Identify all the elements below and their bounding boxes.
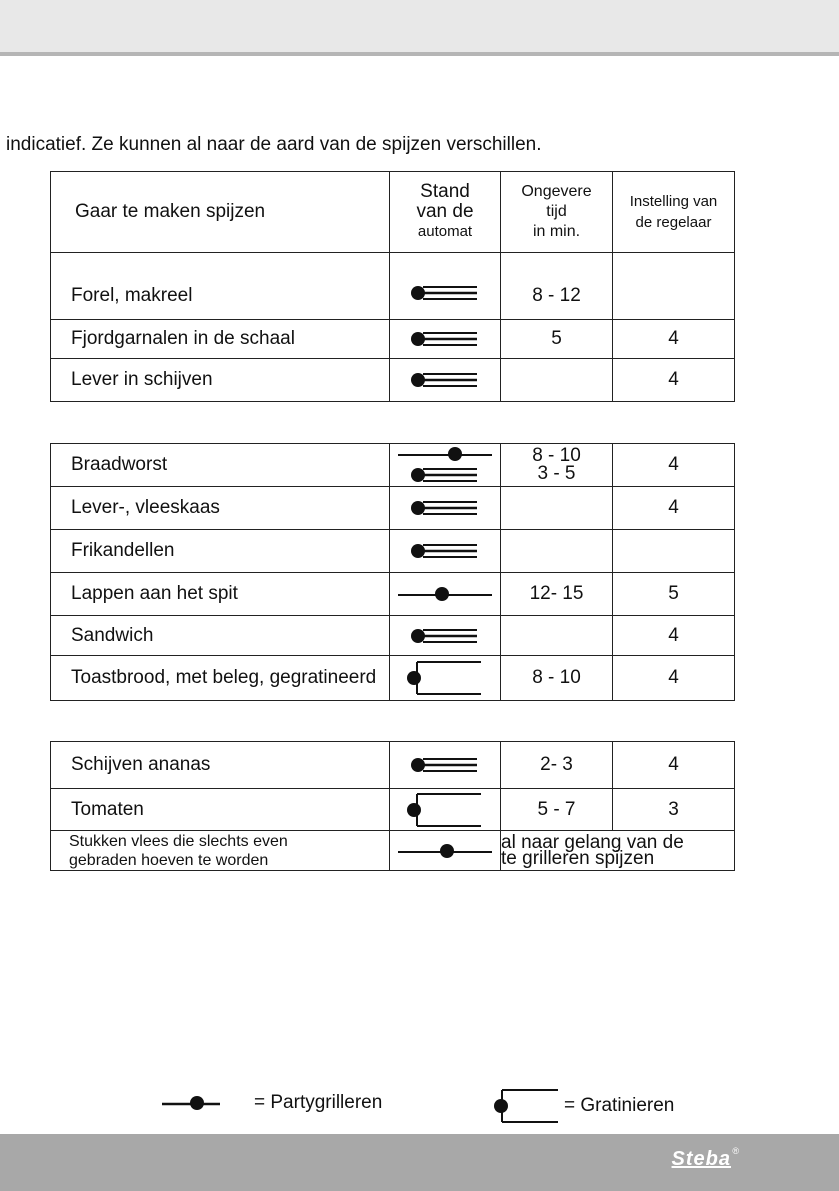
time-value: 8 - 12 (501, 253, 613, 320)
time-value-grill: 3 - 5 (537, 463, 576, 484)
table-fish (50, 171, 735, 402)
setting-value: 4 (613, 742, 735, 789)
time-value (501, 616, 613, 656)
gratin-position-icon (405, 658, 485, 698)
setting-value: 4 (613, 656, 735, 701)
dish-name: Lappen aan het spit (51, 573, 390, 616)
table-row (51, 831, 735, 871)
time-value: 2- 3 (501, 742, 613, 789)
grill-symbol-cell (390, 616, 501, 656)
header-time (501, 172, 613, 253)
gratin-position-icon (405, 790, 485, 830)
top-band (0, 0, 839, 52)
grill-position-icon (409, 283, 481, 303)
table-row (51, 530, 735, 573)
table-row (51, 444, 735, 487)
table-meat (50, 443, 735, 701)
footer-band (0, 1134, 839, 1191)
intro-text: indicatief. Ze kunnen al naar de aard van de spijzen verschillen. (6, 134, 542, 155)
dish-name: Lever-, vleeskaas (51, 487, 390, 530)
table-row (51, 742, 735, 789)
dish-name-line1: Stukken vlees die slechts even (69, 832, 288, 850)
time-value: 12- 15 (501, 573, 613, 616)
grill-position-icon (409, 370, 481, 390)
dish-name: Sandwich (51, 616, 390, 656)
time-value (501, 487, 613, 530)
note-cell (501, 831, 735, 871)
grill-symbol-cell (390, 530, 501, 573)
header-time-line3: in min. (532, 223, 581, 240)
header-setting (613, 172, 735, 253)
header-position-line2: van de (416, 201, 474, 222)
party-grill-icon (396, 586, 494, 602)
grill-symbol-cell (390, 253, 501, 320)
legend-party (160, 1092, 382, 1114)
header-dish: Gaar te maken spijzen (51, 172, 390, 253)
party-grill-icon (396, 446, 494, 462)
setting-value: 4 (613, 487, 735, 530)
dish-name: Braadworst (51, 444, 390, 487)
header-time-line2: tijd (546, 203, 567, 220)
setting-value: 4 (613, 359, 735, 402)
header-time-line1: Ongevere (521, 183, 592, 200)
dish-name: Toastbrood, met beleg, gegratineerd (51, 656, 390, 701)
brand-registered-mark: ® (732, 1146, 739, 1156)
grill-position-icon (409, 329, 481, 349)
table-misc (50, 741, 735, 871)
gratin-symbol-cell (390, 789, 501, 831)
setting-value (613, 253, 735, 320)
dish-name: Schijven ananas (51, 742, 390, 789)
note-line2: te grilleren spijzen (501, 847, 655, 869)
party-symbol-cell (390, 573, 501, 616)
party-grill-icon (160, 1095, 222, 1111)
setting-value: 4 (613, 444, 735, 487)
setting-value: 4 (613, 616, 735, 656)
setting-value (613, 530, 735, 573)
grill-symbol-cell (390, 742, 501, 789)
dish-name-line2: gebraden hoeven te worden (69, 851, 269, 869)
table-row (51, 573, 735, 616)
table-row (51, 487, 735, 530)
gratin-symbol-cell (390, 656, 501, 701)
grill-symbol-cell (390, 359, 501, 402)
grill-position-icon (409, 498, 481, 518)
header-position-line3: automat (417, 223, 473, 240)
time-value (501, 530, 613, 573)
header-setting-line2: de regelaar (635, 214, 712, 231)
header-position (390, 172, 501, 253)
time-value-party: 8 - 10 (532, 445, 581, 466)
table-row (51, 359, 735, 402)
time-value (501, 359, 613, 402)
dish-name: Fjordgarnalen in de schaal (51, 320, 390, 359)
party-symbol-cell (390, 831, 501, 871)
setting-value: 3 (613, 789, 735, 831)
time-value: 8 - 10 (501, 656, 613, 701)
dish-name (51, 831, 390, 871)
grill-position-icon (409, 465, 481, 485)
dish-name: Frikandellen (51, 530, 390, 573)
grill-position-icon (409, 755, 481, 775)
setting-value: 4 (613, 320, 735, 359)
header-position-line1: Stand (420, 181, 470, 202)
combined-symbol-cell (390, 444, 501, 487)
grill-position-icon (409, 626, 481, 646)
dish-name: Forel, makreel (51, 253, 390, 320)
time-value: 5 (501, 320, 613, 359)
time-value: 5 - 7 (501, 789, 613, 831)
dish-name: Lever in schijven (51, 359, 390, 402)
table-row (51, 616, 735, 656)
dish-name: Tomaten (51, 789, 390, 831)
header-setting-line1: Instelling van (629, 193, 718, 210)
party-grill-icon (396, 843, 494, 859)
table-row (51, 253, 735, 320)
time-value-cell (501, 444, 613, 487)
note-line1: al naar gelang van de (501, 831, 684, 853)
legend-party-label: = Partygrilleren (254, 1092, 383, 1113)
legend-gratin (490, 1086, 674, 1126)
legend-gratin-label: = Gratinieren (564, 1095, 675, 1116)
table-row (51, 656, 735, 701)
top-rule (0, 52, 839, 56)
table-row (51, 789, 735, 831)
gratin-position-icon (490, 1086, 560, 1126)
table-header-row (51, 172, 735, 253)
brand-logo: Steba (671, 1148, 731, 1170)
grill-position-icon (409, 541, 481, 561)
table-row (51, 320, 735, 359)
grill-symbol-cell (390, 487, 501, 530)
grill-symbol-cell (390, 320, 501, 359)
setting-value: 5 (613, 573, 735, 616)
